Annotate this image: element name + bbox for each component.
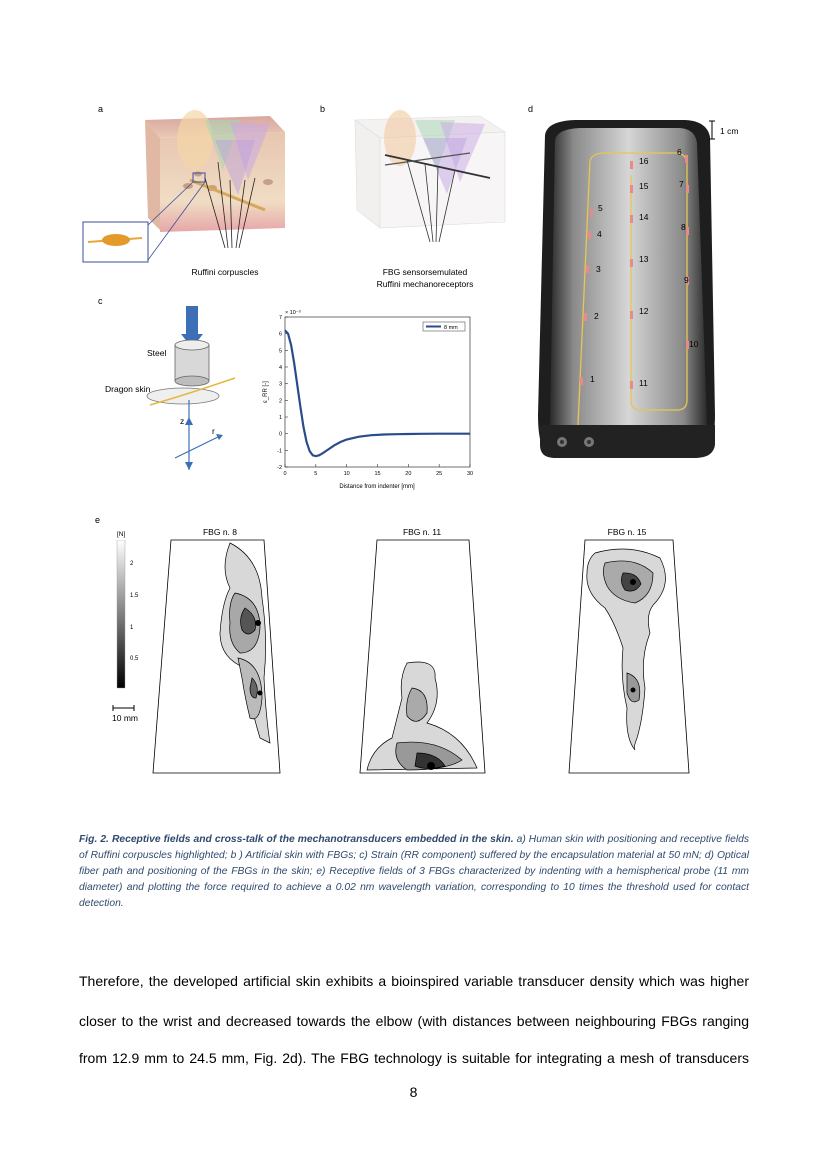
y-tick-label: 0 <box>278 431 282 438</box>
x-tick-label: 10 <box>343 471 350 477</box>
panel-e-letter: e <box>95 515 101 525</box>
fbg-label-5: 5 <box>598 203 603 213</box>
fbg-label-2: 2 <box>594 311 599 321</box>
y-axis-label: ε_RR [-] <box>263 381 269 403</box>
y-tick-label: 2 <box>278 398 282 405</box>
fbg-label-15: 15 <box>639 181 649 191</box>
fbg-label-6: 6 <box>677 147 682 157</box>
x-tick-label: 5 <box>314 471 318 477</box>
panel-a-skin-illustration <box>80 110 300 270</box>
x-tick-label: 30 <box>466 471 474 477</box>
fbg-label-11: 11 <box>639 378 648 388</box>
y-tick-label: -2 <box>277 465 282 471</box>
colorbar-tick-1: 1 <box>130 625 134 631</box>
body-line-1: Therefore, the developed artificial skin exhibits a bioinspired variable transducer density which was higher <box>79 973 749 989</box>
figure-caption <box>79 832 749 912</box>
fbg-label-8: 8 <box>681 222 686 232</box>
fbg-label-13: 13 <box>639 254 649 264</box>
panel-b-letter: b <box>320 104 326 114</box>
panel-e-scale-label: 10 mm <box>112 713 138 723</box>
plot-area <box>285 317 470 467</box>
fbg-label-12: 12 <box>639 306 649 316</box>
strain-chart <box>255 305 480 495</box>
legend-label: 8 mm <box>444 325 458 331</box>
caption-bold: Fig. 2. Receptive fields and cross-talk of the mechanotransducers embedded in the skin. <box>79 834 514 845</box>
body-line-3: from 12.9 mm to 24.5 mm, Fig. 2d). The FBG technology is suitable for integrating a mesh of transducers <box>79 1050 749 1066</box>
x-tick-label: 25 <box>436 471 443 477</box>
fbg-8-title: FBG n. 8 <box>202 527 237 537</box>
panel-b-label-line1: FBG sensorsemulated <box>382 267 468 277</box>
exponent-label: × 10⁻³ <box>285 310 301 316</box>
fbg-label-10: 10 <box>689 339 699 349</box>
colorbar-tick-1-5: 1.5 <box>130 593 139 599</box>
panel-a-label: Ruffini corpuscles <box>191 267 259 277</box>
fbg-label-16: 16 <box>639 156 649 166</box>
y-tick-label: 4 <box>278 365 282 371</box>
fbg-11-title: FBG n. 11 <box>402 527 442 537</box>
panel-b-label-line2: Ruffini mechanoreceptors <box>376 279 474 289</box>
page-number: 8 <box>409 1084 418 1100</box>
panel-d-scale-label: 1 cm <box>720 126 739 136</box>
colorbar-tick-0-5: 0.5 <box>130 656 139 662</box>
x-tick-label: 15 <box>374 471 381 477</box>
y-tick-label: 7 <box>278 315 282 321</box>
receptive-field-fbg-8 <box>150 538 285 775</box>
x-tick-label: 20 <box>405 471 412 477</box>
colorbar-tick-2: 2 <box>130 561 134 567</box>
receptive-field-fbg-11 <box>357 538 487 775</box>
fbg-15-title: FBG n. 15 <box>607 527 647 537</box>
dragon-skin-label: Dragon skin <box>105 384 151 394</box>
fbg-label-3: 3 <box>596 264 601 274</box>
caption-text: a) Human skin with positioning and receptive fields of Ruffini corpuscles highlighted; b ) Artificial skin with FBGs; c) Strain (RR component) suffered by the encapsulation material at 50 mN; d) Optical fiber path and positioning of the FBGs in the skin; e) Receptive fields of 3 FBGs characterized by indenting with a hemispherical probe (11 mm diameter) and plotting the force required to achieve a 0.02 nm wavelength variation, corresponding to 10 times the threshold used for contact detection. <box>79 834 749 909</box>
panel-d-forearm-phantom <box>535 115 750 465</box>
y-tick-label: 3 <box>278 381 282 388</box>
steel-label: Steel <box>147 348 167 358</box>
fbg-label-4: 4 <box>597 229 602 239</box>
body-line-2: closer to the wrist and decreased towards the elbow (with distances between neighbouring FBGs ranging <box>79 1013 749 1029</box>
y-tick-label: -1 <box>277 448 282 455</box>
y-tick-label: 5 <box>278 348 282 355</box>
fbg-label-9: 9 <box>684 275 689 285</box>
fbg-label-1: 1 <box>590 374 595 384</box>
z-axis-label: z <box>180 416 185 426</box>
y-tick-label: 6 <box>278 331 282 338</box>
r-axis-label: r <box>212 426 215 436</box>
panel-a-letter: a <box>98 104 104 114</box>
panel-e-scale-bar <box>112 704 136 712</box>
panel-c-letter: c <box>98 296 103 306</box>
panel-b-artificial-skin <box>345 110 515 265</box>
fbg-label-14: 14 <box>639 212 649 222</box>
receptive-field-fbg-15 <box>565 538 693 775</box>
x-tick-label: 0 <box>283 471 287 477</box>
x-axis-label: Distance from indenter [mm] <box>339 484 415 490</box>
fbg-label-7: 7 <box>679 179 684 189</box>
y-tick-label: 1 <box>278 415 282 421</box>
colorbar-unit: [N] <box>117 531 126 538</box>
panel-d-letter: d <box>528 104 534 114</box>
